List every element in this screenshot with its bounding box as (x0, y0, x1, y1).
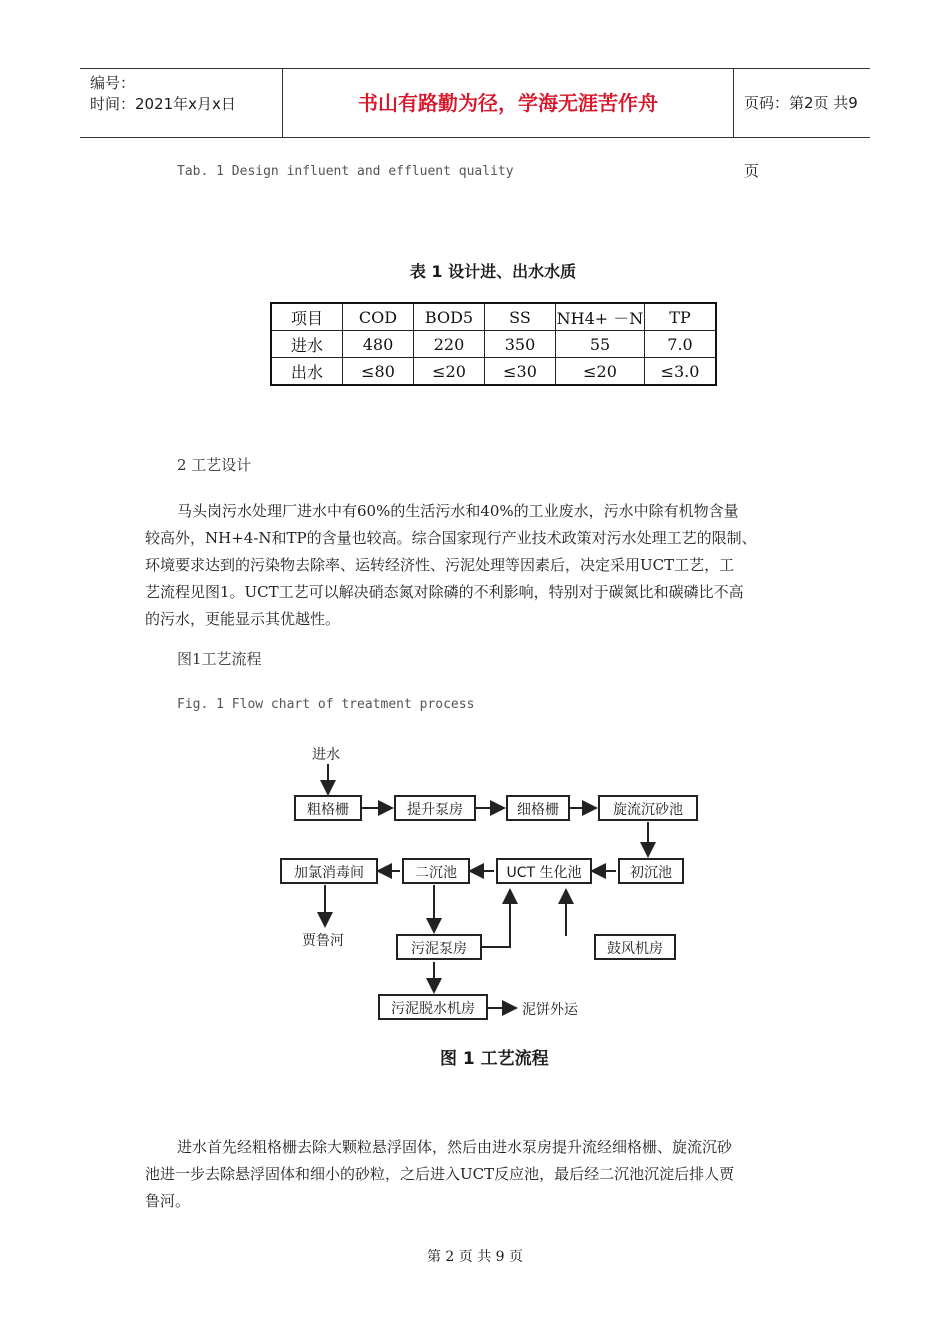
table-row (271, 358, 716, 386)
figure-caption-cn: 图1工艺流程 (177, 650, 262, 668)
paragraph-line: 艺流程见图1。UCT工艺可以解决硝态氮对除磷的不利影响，特别对于碳氮比和碳磷比不高 (145, 583, 744, 601)
water-quality-table (270, 302, 717, 386)
table-cell: ≤20 (414, 358, 485, 386)
paragraph-line: 环境要求达到的污染物去除率、运转经济性、污泥处理等因素后，决定采用UCT工艺，工 (145, 556, 735, 574)
header-meta (80, 69, 282, 137)
table-header-row (271, 303, 716, 331)
table-cell: 220 (414, 331, 485, 358)
paragraph-line: 进水首先经粗格栅去除大颗粒悬浮固体，然后由进水泵房提升流经细格栅、旋流沉砂 (177, 1138, 733, 1156)
table-row (271, 331, 716, 358)
date-line: 时间：2021年x月x日 (90, 95, 236, 113)
table-header-cell: BOD5 (414, 303, 485, 331)
flow-arrows (270, 740, 740, 1080)
table-cell: ≤30 (485, 358, 556, 386)
flow-box-lift-pump: 提升泵房 (394, 795, 476, 821)
table-caption-en: Tab. 1 Design influent and effluent quality (177, 164, 514, 179)
paragraph-1 (145, 498, 825, 633)
table-cell: 7.0 (645, 331, 717, 358)
table-cell: 进水 (271, 331, 343, 358)
flow-cake-label: 泥饼外运 (522, 1002, 578, 1018)
table-header-cell: SS (485, 303, 556, 331)
page-info: 页码：第2页 共9页 (744, 94, 858, 180)
number-label: 编号： (90, 74, 136, 92)
paragraph-line: 马头岗污水处理厂进水中有60%的生活污水和40%的工业废水，污水中除有机物含量 (177, 502, 739, 520)
flow-box-grit-chamber: 旋流沉砂池 (598, 795, 698, 821)
page-footer: 第 2 页 共 9 页 (426, 1249, 524, 1265)
flow-box-disinfection: 加氯消毒间 (280, 858, 378, 884)
flowchart-title: 图 1 工艺流程 (440, 1049, 549, 1069)
flow-river-label: 贾鲁河 (302, 933, 344, 949)
flow-inflow-label: 进水 (312, 747, 340, 763)
table-cell: ≤3.0 (645, 358, 717, 386)
paragraph-line: 较高外，NH+4-N和TP的含量也较高。综合国家现行产业技术政策对污水处理工艺的限制、 (145, 529, 757, 547)
table-cell: ≤20 (556, 358, 645, 386)
figure-caption-en: Fig. 1 Flow chart of treatment process (177, 697, 475, 712)
flow-box-coarse-screen: 粗格栅 (294, 795, 362, 821)
flow-box-dewatering: 污泥脱水机房 (378, 994, 488, 1020)
flow-box-sludge-pump: 污泥泵房 (396, 934, 482, 960)
table-cell: ≤80 (343, 358, 414, 386)
section-heading: 2 工艺设计 (177, 456, 252, 474)
flow-box-fine-screen: 细格栅 (506, 795, 570, 821)
paragraph-line: 的污水，更能显示其优越性。 (145, 610, 341, 628)
flow-box-uct: UCT 生化池 (496, 858, 592, 884)
table-cell: 55 (556, 331, 645, 358)
motto: 书山有路勤为径，学海无涯苦作舟 (282, 69, 734, 137)
flow-box-blower: 鼓风机房 (594, 934, 676, 960)
table-title: 表 1 设计进、出水水质 (409, 262, 577, 281)
table-cell: 480 (343, 331, 414, 358)
table-cell: 出水 (271, 358, 343, 386)
paragraph-2 (145, 1134, 825, 1215)
flow-box-secondary-clarifier: 二沉池 (402, 858, 470, 884)
table-header-cell: TP (645, 303, 717, 331)
table-cell: 350 (485, 331, 556, 358)
process-flowchart (270, 740, 740, 1080)
paragraph-line: 池进一步去除悬浮固体和细小的砂粒，之后进入UCT反应池，最后经二沉池沉淀后排人贾 (145, 1165, 735, 1183)
table-header-cell: NH4+ －N (556, 303, 645, 331)
table-header-cell: COD (343, 303, 414, 331)
table-header-cell: 项目 (271, 303, 343, 331)
paragraph-line: 鲁河。 (145, 1192, 191, 1210)
flow-box-primary-clarifier: 初沉池 (618, 858, 684, 884)
